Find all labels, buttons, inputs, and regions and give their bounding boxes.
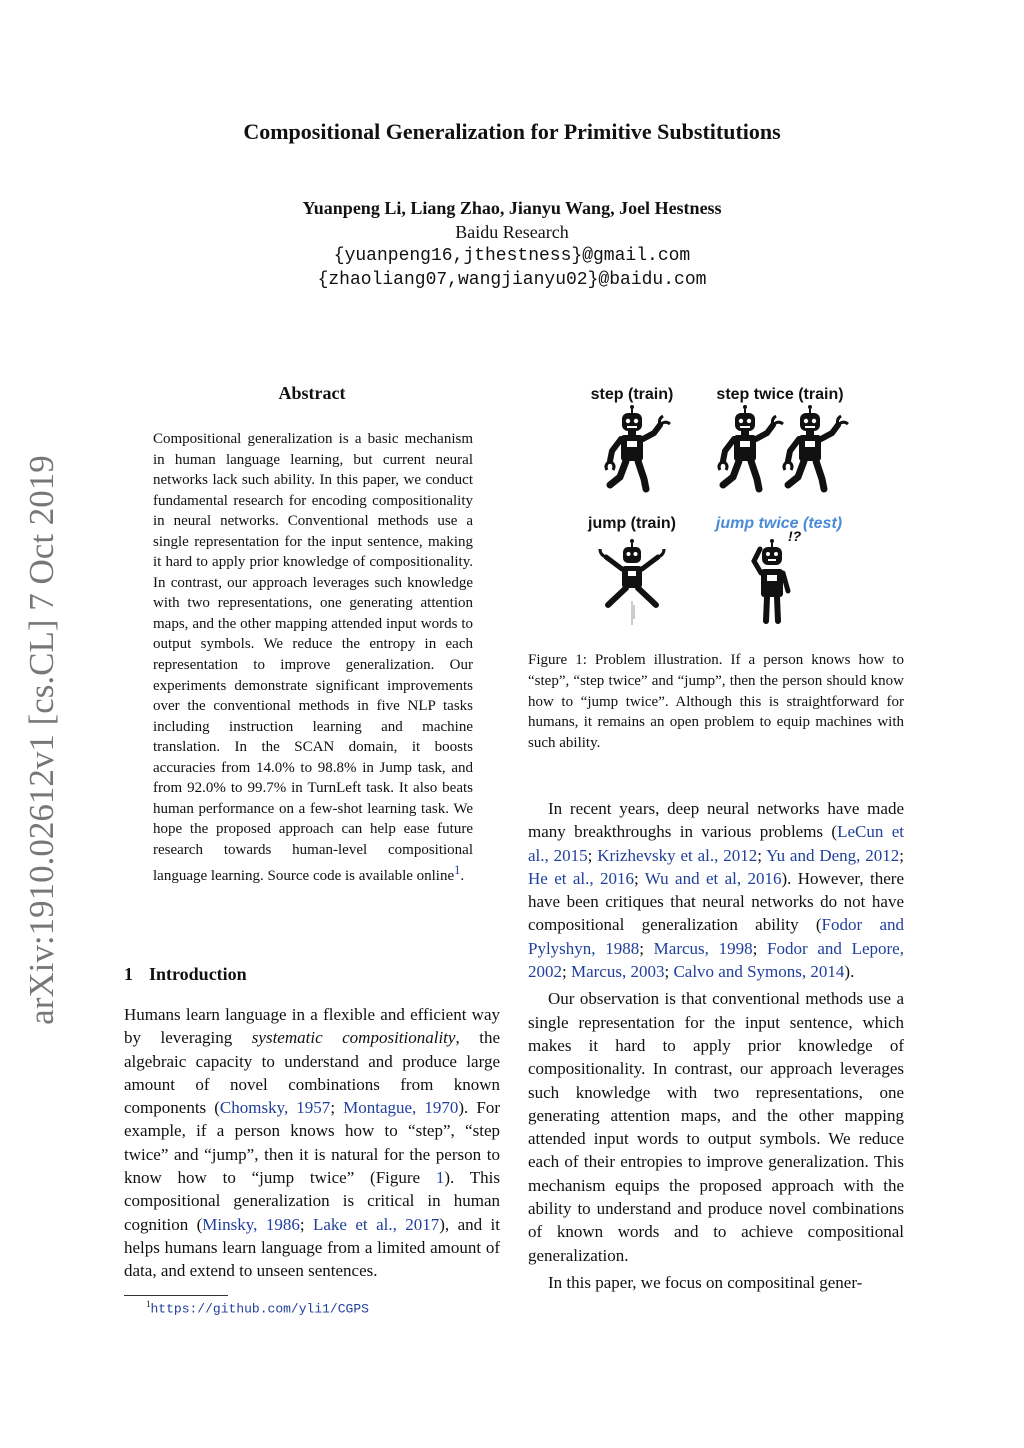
text-run: ; (752, 938, 768, 958)
paragraph: Our observation is that conventional methods use a single representation for the input sentence, which makes it hard to apply prior knowledge of compositionality. In contrast, our approach leverages such knowledge with two representations, one generating attention maps, and the other mapping attended input words to output symbols. We reduce each of their entropies to improve generalization. This mechanism equips the proposed approach with the ability to understand and produce novel combinations of known words and to achieve compositional generalization. (528, 989, 904, 1265)
emphasis-text: systematic compositionality (251, 1028, 456, 1048)
footnote-divider (124, 1295, 228, 1296)
citation-link[interactable]: Wu and et al, 2016 (644, 868, 782, 888)
email-line-2[interactable]: {zhaoliang07,wangjianyu02}@baidu.com (317, 270, 707, 290)
citation-link[interactable]: Fodor and Pylyshyn, 1988 (528, 915, 904, 958)
abstract-end: . (460, 868, 465, 885)
footnote-url-link[interactable]: https://github.com/yli1/CGPS (150, 1301, 369, 1317)
robot-jump-icon (600, 539, 664, 625)
figure-label-jump-twice: jump twice (test) (715, 515, 843, 532)
text-run: ; (664, 962, 674, 982)
confused-mark: !? (788, 528, 802, 544)
text-run: ), and it helps humans learn language from a limited amount of data, and extend to unseen sentences. (124, 1214, 501, 1281)
text-run: ; (330, 1098, 344, 1118)
text-run: ; (757, 845, 767, 865)
figure-label-jump: jump (train) (588, 515, 676, 532)
citation-link[interactable]: Fodor and Lepore, 2002 (528, 938, 904, 982)
figure-label-step-twice: step twice (train) (716, 386, 844, 403)
text-run: ; (899, 845, 904, 865)
footnote (146, 1299, 369, 1316)
citation-link[interactable]: Krizhevsky et al., 2012 (597, 845, 758, 865)
citation-link[interactable]: Montague, 1970 (343, 1098, 459, 1118)
author-block (0, 196, 1024, 292)
citation-link[interactable]: He et al., 2016 (528, 868, 634, 888)
author-names: Yuanpeng Li, Liang Zhao, Jianyu Wang, Joel Hestness (302, 198, 722, 218)
citation-link[interactable]: Lake et al., 2017 (312, 1214, 440, 1234)
footnote-ref[interactable]: 1 (454, 863, 461, 878)
robot-step-twice-2-icon (784, 405, 848, 489)
text-run: ). However, there have been critiques that neural networks do not have compositional generalization ability ( (528, 868, 904, 935)
citation-link[interactable]: Chomsky, 1957 (219, 1098, 331, 1118)
email-line-1[interactable]: {yuanpeng16,jthestness}@gmail.com (333, 246, 691, 266)
intro-paragraph (124, 1003, 500, 1283)
text-run: ; (562, 962, 571, 982)
citation-link[interactable]: Marcus, 2003 (570, 962, 665, 982)
citation-link[interactable]: LeCun et al., 2015 (528, 822, 905, 865)
figure-1-illustration (560, 375, 880, 645)
right-column-text (528, 797, 904, 1298)
text-run: ). This compositional generalization is critical in human cognition ( (124, 1168, 500, 1234)
text-run: ). For example, if a person knows how to “step”, “step twice” and “jump”, then it is natural for the person to know how to “jump twice” (Figure (124, 1098, 500, 1188)
section-title: Introduction (149, 964, 247, 984)
intro-heading (124, 964, 247, 985)
text-run: ). (844, 962, 855, 982)
paper-title: Compositional Generalization for Primitive Substitutions (243, 119, 781, 144)
text-run: In recent years, deep neural networks have made many breakthroughs in various problems ( (528, 799, 904, 842)
citation-link[interactable]: Marcus, 1998 (653, 938, 753, 958)
citation-link[interactable]: Minsky, 1986 (202, 1214, 300, 1234)
robot-step-twice-1-icon (719, 405, 783, 489)
figure-caption: Figure 1: Problem illustration. If a person knows how to “step”, “step twice” and “jump”, then the person should know how to “jump twice”. Although this is straightforward for humans, it remains an open problem to equip machines with such ability. (528, 652, 904, 752)
figure-label-step: step (train) (590, 386, 674, 403)
section-number: 1 (124, 964, 133, 984)
text-run: ; (587, 845, 598, 865)
affiliation: Baidu Research (455, 222, 569, 242)
text-run: , the algebraic capacity to understand and produce large amount of novel combinations from known components ( (124, 1028, 500, 1118)
abstract-text (153, 429, 473, 887)
text-run: ; (299, 1214, 313, 1234)
robot-step-icon (606, 405, 670, 489)
robot-confused-icon (754, 528, 802, 621)
arxiv-side-stamp: arXiv:1910.02612v1 [cs.CL] 7 Oct 2019 (22, 455, 61, 1025)
text-run: ; (633, 868, 645, 888)
footnote-mark: 1 (146, 1299, 151, 1309)
paragraph: In this paper, we focus on compositinal gener- (548, 1272, 863, 1292)
citation-link[interactable]: Calvo and Symons, 2014 (673, 962, 845, 982)
abstract-body: Compositional generalization is a basic mechanism in human language learning, but current neural networks lack such ability. In this paper, we conduct fundamental research for encoding compositionality in neural networks. Conventional methods use a single representation for the input sentence, making it hard to apply prior knowledge of compositionality. In contrast, our approach leverages such knowledge with two representations, one generating attention maps, and the other mapping attended input words to output symbols. We reduce the entropy in each representation to improve generalization. Our experiments demonstrate significant improvements over the conventional methods in five NLP tasks including instruction learning and machine translation. In the SCAN domain, it boosts accuracies from 14.0% to 98.8% in Jump task, and from 92.0% to 99.7% in TurnLeft task. It also beats human performance on a few-shot learning task. We hope the proposed approach can help ease future research towards human-level compositional language learning. Source code is available online (153, 431, 473, 885)
text-run: Humans learn language in a flexible and efficient way by leveraging (124, 1005, 500, 1048)
text-run: ; (639, 938, 654, 958)
citation-link[interactable]: Yu and Deng, 2012 (766, 845, 900, 865)
paragraph (528, 797, 904, 983)
abstract-heading: Abstract (278, 383, 346, 403)
figure-ref-link[interactable]: 1 (435, 1168, 445, 1188)
